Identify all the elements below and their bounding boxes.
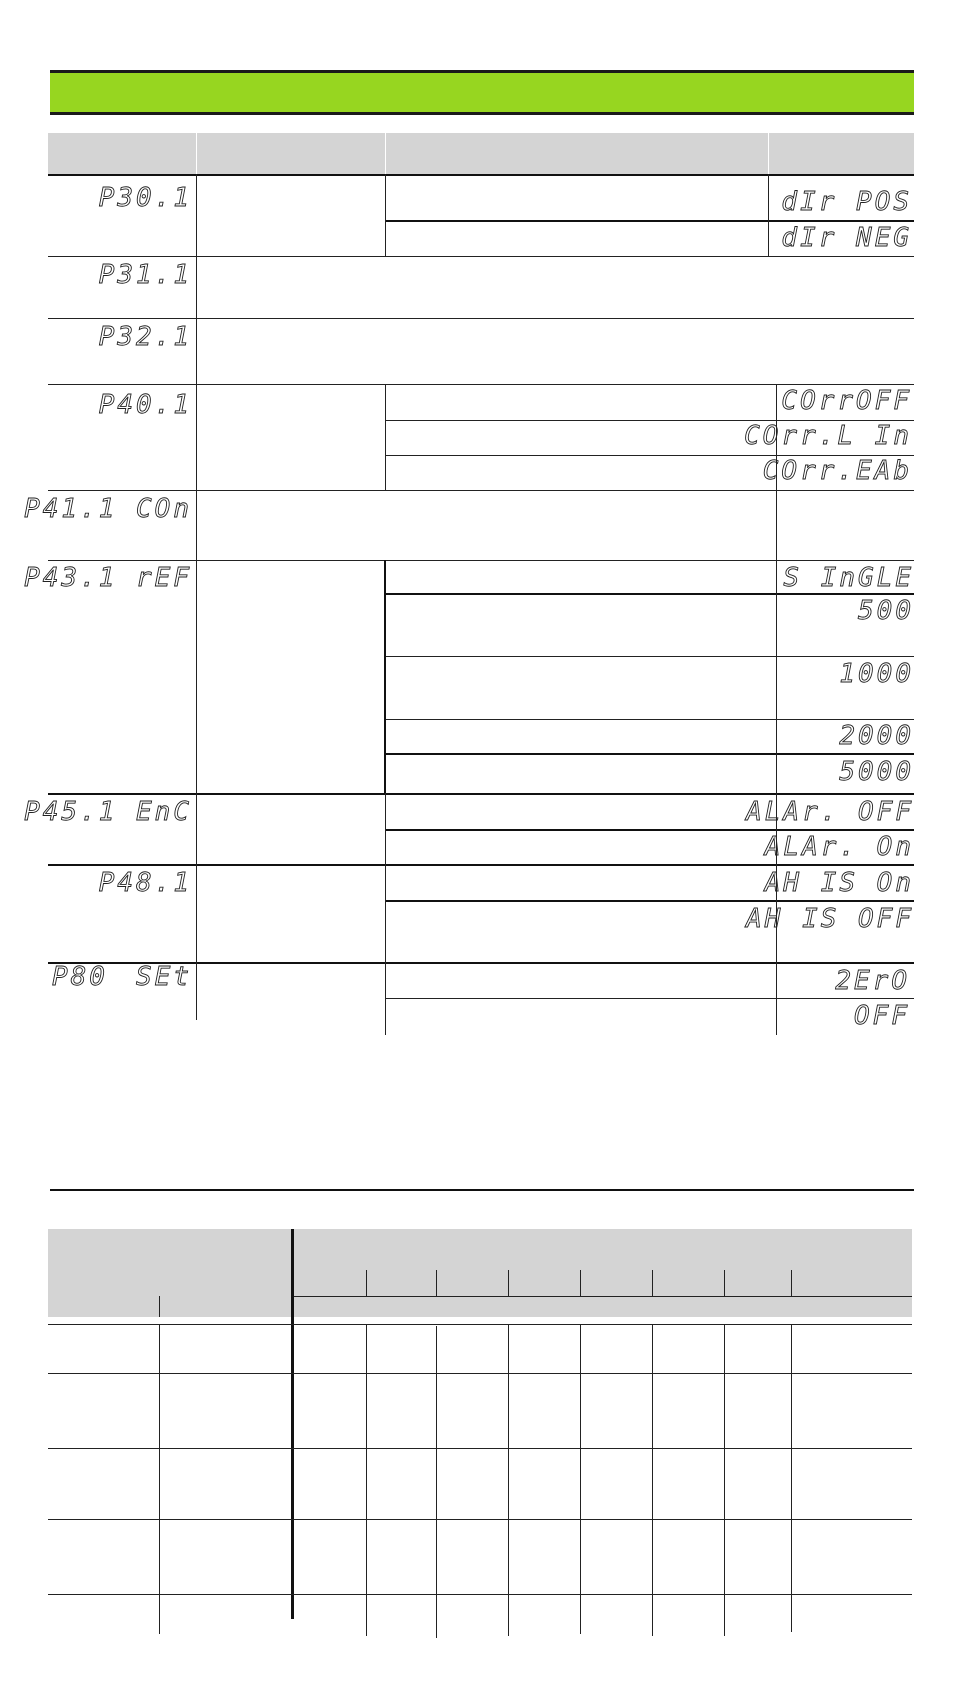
- section-rule: [50, 1189, 914, 1191]
- param-value: 2ErO: [835, 966, 910, 996]
- param-value: COrr.L In: [744, 421, 912, 451]
- param-code: P40.1: [98, 390, 192, 420]
- param-value: AH IS OFF: [746, 904, 914, 934]
- param-value: dIr NEG: [781, 223, 912, 253]
- param-value: AH IS On: [764, 868, 914, 898]
- table1-header: [48, 133, 914, 174]
- param-code: P31.1: [98, 260, 192, 290]
- param-value: 1000: [839, 659, 914, 689]
- param-value: 500: [858, 596, 914, 626]
- param-code-suffix: SEt: [136, 962, 192, 992]
- param-value: ALAr. OFF: [746, 797, 914, 827]
- param-code: P30.1: [98, 183, 192, 213]
- param-value: 2000: [839, 721, 914, 751]
- param-value: COrr.EAb: [762, 456, 912, 486]
- param-code: P80: [52, 962, 108, 992]
- param-value: ALAr. On: [764, 832, 914, 862]
- param-value: 5000: [839, 757, 914, 787]
- param-value: OFF: [854, 1001, 910, 1031]
- param-code: P48.1: [98, 868, 192, 898]
- table2-header-left: [48, 1229, 291, 1317]
- param-value: COrrOFF: [781, 386, 912, 416]
- table2-header-right: [294, 1229, 912, 1317]
- param-code: P45.1 EnC: [24, 797, 192, 827]
- section-banner: [50, 70, 914, 115]
- param-code: P41.1 COn: [24, 494, 192, 524]
- param-code: P43.1 rEF: [24, 563, 192, 593]
- param-value: dIr POS: [781, 187, 912, 217]
- param-value: S InGLE: [783, 563, 914, 593]
- table2-divider: [291, 1229, 294, 1619]
- param-code: P32.1: [98, 322, 192, 352]
